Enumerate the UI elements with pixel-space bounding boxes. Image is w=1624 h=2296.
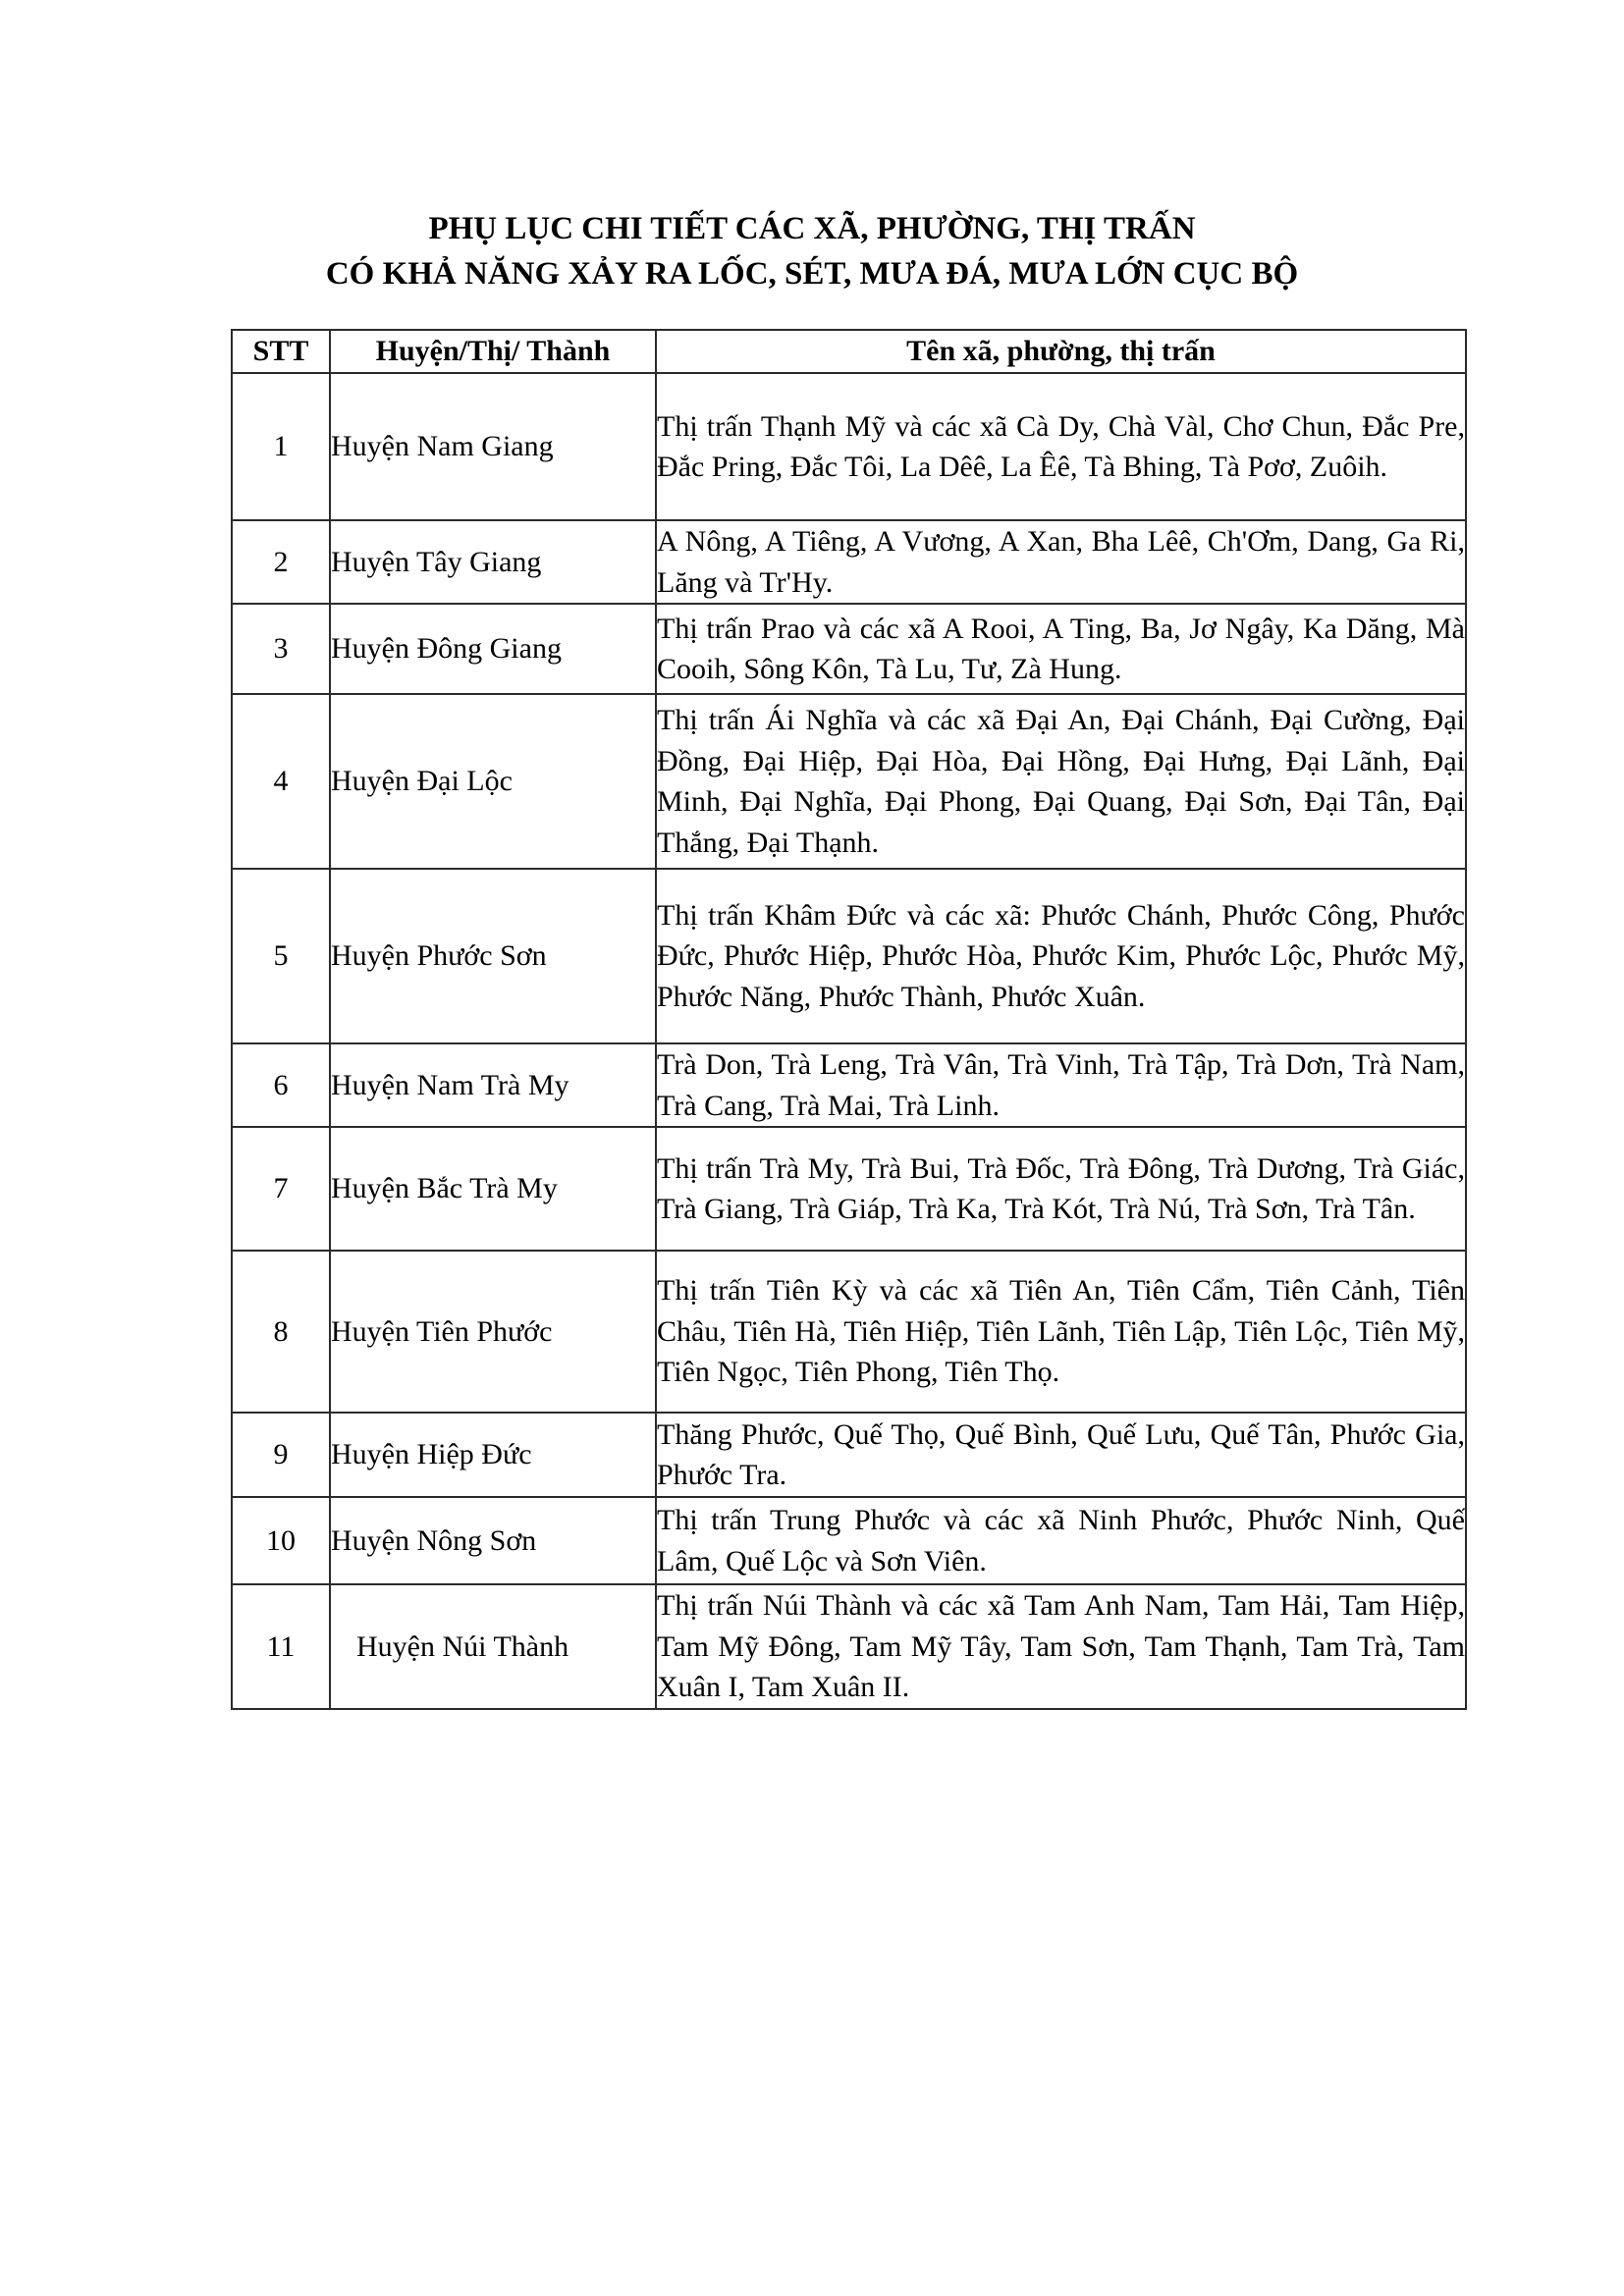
table-row xyxy=(232,1127,1466,1251)
row-stt: 6 xyxy=(232,1043,330,1127)
row-stt: 11 xyxy=(232,1584,330,1709)
header-wards: Tên xã, phường, thị trấn xyxy=(656,330,1466,373)
table-header-row xyxy=(232,330,1466,373)
row-district: Huyện Hiệp Đức xyxy=(330,1413,656,1497)
row-district: Huyện Nam Trà My xyxy=(330,1043,656,1127)
row-stt: 1 xyxy=(232,373,330,520)
table-row xyxy=(232,869,1466,1043)
row-stt: 3 xyxy=(232,604,330,694)
document-title-line-2: CÓ KHẢ NĂNG XẢY RA LỐC, SÉT, MƯA ĐÁ, MƯA LỚN CỤC BỘ xyxy=(325,256,1299,292)
row-district: Huyện Phước Sơn xyxy=(330,869,656,1043)
table-row xyxy=(232,1043,1466,1127)
table-row xyxy=(232,694,1466,869)
row-stt: 5 xyxy=(232,869,330,1043)
row-district: Huyện Tây Giang xyxy=(330,520,656,604)
table-row xyxy=(232,520,1466,604)
row-district: Huyện Tiên Phước xyxy=(330,1251,656,1413)
row-stt: 8 xyxy=(232,1251,330,1413)
row-wards: A Nông, A Tiêng, A Vương, A Xan, Bha Lêê, Ch'Ơm, Dang, Ga Ri, Lăng và Tr'Hy. xyxy=(656,520,1466,604)
header-district: Huyện/Thị/ Thành xyxy=(330,330,656,373)
row-wards: Thị trấn Tiên Kỳ và các xã Tiên An, Tiên Cẩm, Tiên Cảnh, Tiên Châu, Tiên Hà, Tiên Hiệp, Tiên Lãnh, Tiên Lập, Tiên Lộc, Tiên Mỹ, Tiên Ngọc, Tiên Phong, Tiên Thọ. xyxy=(656,1251,1466,1413)
row-wards: Thị trấn Prao và các xã A Rooi, A Ting, Ba, Jơ Ngây, Ka Dăng, Mà Cooih, Sông Kôn, Tà Lu, Tư, Zà Hung. xyxy=(656,604,1466,694)
table-row xyxy=(232,604,1466,694)
table-row xyxy=(232,1413,1466,1497)
row-stt: 2 xyxy=(232,520,330,604)
table-row xyxy=(232,373,1466,520)
document-title-line-1: PHỤ LỤC CHI TIẾT CÁC XÃ, PHƯỜNG, THỊ TRẤN xyxy=(428,211,1196,246)
row-wards: Thị trấn Trà My, Trà Bui, Trà Đốc, Trà Đông, Trà Dương, Trà Giác, Trà Giang, Trà Giáp, Trà Ka, Trà Kót, Trà Nú, Trà Sơn, Trà Tân. xyxy=(656,1127,1466,1251)
row-wards: Trà Don, Trà Leng, Trà Vân, Trà Vinh, Trà Tập, Trà Dơn, Trà Nam, Trà Cang, Trà Mai, Trà Linh. xyxy=(656,1043,1466,1127)
table-row xyxy=(232,1497,1466,1584)
row-district: Huyện Nam Giang xyxy=(330,373,656,520)
header-stt: STT xyxy=(232,330,330,373)
row-district: Huyện Núi Thành xyxy=(330,1584,656,1709)
row-wards: Thị trấn Thạnh Mỹ và các xã Cà Dy, Chà Vàl, Chơ Chun, Đắc Pre, Đắc Pring, Đắc Tôi, La Dêê, La Êê, Tà Bhing, Tà Pơơ, Zuôih. xyxy=(656,373,1466,520)
row-wards: Thị trấn Núi Thành và các xã Tam Anh Nam, Tam Hải, Tam Hiệp, Tam Mỹ Đông, Tam Mỹ Tây, Tam Sơn, Tam Thạnh, Tam Trà, Tam Xuân I, Tam Xuân II. xyxy=(656,1584,1466,1709)
row-stt: 10 xyxy=(232,1497,330,1584)
table-row xyxy=(232,1251,1466,1413)
row-district: Huyện Bắc Trà My xyxy=(330,1127,656,1251)
row-stt: 7 xyxy=(232,1127,330,1251)
appendix-table xyxy=(231,329,1467,1710)
row-stt: 4 xyxy=(232,694,330,869)
row-district: Huyện Đông Giang xyxy=(330,604,656,694)
row-stt: 9 xyxy=(232,1413,330,1497)
row-wards: Thị trấn Khâm Đức và các xã: Phước Chánh, Phước Công, Phước Đức, Phước Hiệp, Phước Hòa, Phước Kim, Phước Lộc, Phước Mỹ, Phước Năng, Phước Thành, Phước Xuân. xyxy=(656,869,1466,1043)
row-district: Huyện Đại Lộc xyxy=(330,694,656,869)
row-wards: Thăng Phước, Quế Thọ, Quế Bình, Quế Lưu, Quế Tân, Phước Gia, Phước Tra. xyxy=(656,1413,1466,1497)
row-wards: Thị trấn Ái Nghĩa và các xã Đại An, Đại Chánh, Đại Cường, Đại Đồng, Đại Hiệp, Đại Hòa, Đại Hồng, Đại Hưng, Đại Lãnh, Đại Minh, Đại Nghĩa, Đại Phong, Đại Quang, Đại Sơn, Đại Tân, Đại Thắng, Đại Thạnh. xyxy=(656,694,1466,869)
table-row xyxy=(232,1584,1466,1709)
row-district: Huyện Nông Sơn xyxy=(330,1497,656,1584)
row-wards: Thị trấn Trung Phước và các xã Ninh Phước, Phước Ninh, Quế Lâm, Quế Lộc và Sơn Viên. xyxy=(656,1497,1466,1584)
